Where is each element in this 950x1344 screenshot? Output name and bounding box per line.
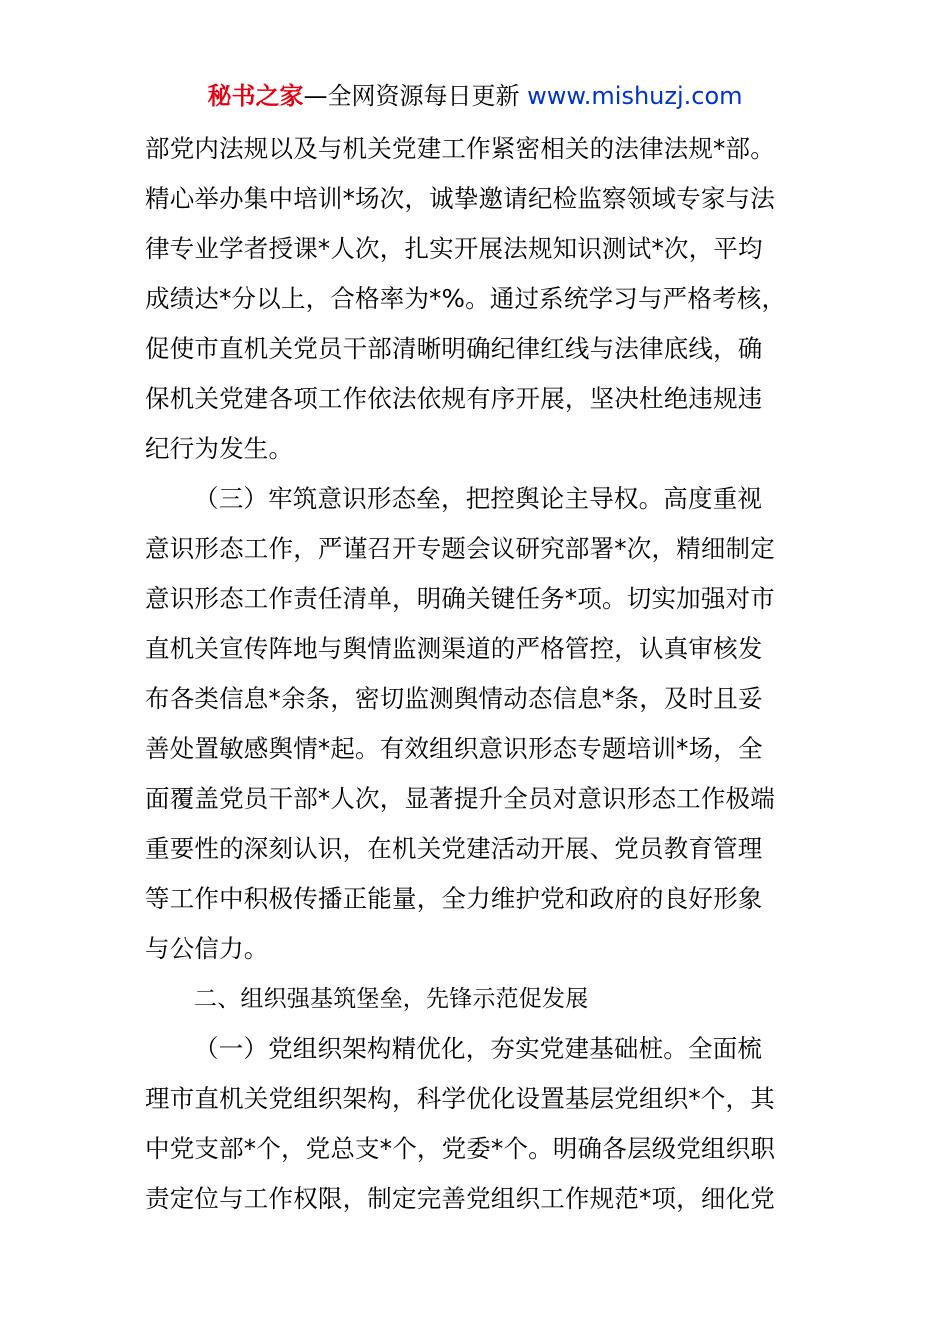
text-line: 与公信力。 xyxy=(145,934,269,963)
text-line: 意识形态工作责任清单，明确关键任务*项。切实加强对市 xyxy=(145,584,775,613)
paragraph-start-line: （三）牢筑意识形态垒，把控舆论主导权。高度重视 xyxy=(194,484,763,513)
text-line: 直机关宣传阵地与舆情监测渠道的严格管控，认真审核发 xyxy=(145,634,763,663)
text-line: 重要性的深刻认识，在机关党建活动开展、党员教育管理 xyxy=(145,834,763,863)
site-header xyxy=(0,80,950,112)
site-tagline: —全网资源每日更新 xyxy=(303,82,528,110)
text-line: 促使市直机关党员干部清晰明确纪律红线与法律底线，确 xyxy=(145,334,763,363)
text-line: 善处置敏感舆情*起。有效组织意识形态专题培训*场，全 xyxy=(145,734,763,763)
text-line: 面覆盖党员干部*人次，显著提升全员对意识形态工作极端 xyxy=(145,784,775,813)
text-line: 布各类信息*余条，密切监测舆情动态信息*条，及时且妥 xyxy=(145,684,763,713)
text-line: 律专业学者授课*人次，扎实开展法规知识测试*次，平均 xyxy=(145,234,763,263)
text-line: 部党内法规以及与机关党建工作紧密相关的法律法规*部。 xyxy=(145,134,775,163)
paragraph-start-line: （一）党组织架构精优化，夯实党建基础桩。全面梳 xyxy=(194,1034,763,1063)
text-line: 意识形态工作，严谨召开专题会议研究部署*次，精细制定 xyxy=(145,534,775,563)
text-line: 精心举办集中培训*场次，诚挚邀请纪检监察领域专家与法 xyxy=(145,184,775,213)
text-line: 纪行为发生。 xyxy=(145,434,294,463)
text-line: 等工作中积极传播正能量，全力维护党和政府的良好形象 xyxy=(145,884,763,913)
text-line: 成绩达*分以上，合格率为*%。通过系统学习与严格考核， xyxy=(145,284,787,313)
text-line: 责定位与工作权限，制定完善党组织工作规范*项，细化党 xyxy=(145,1184,775,1213)
document-body xyxy=(145,124,810,1224)
text-line: 中党支部*个，党总支*个，党委*个。明确各层级党组织职 xyxy=(145,1134,776,1163)
site-brand: 秘书之家 xyxy=(207,82,304,110)
text-line: 理市直机关党组织架构，科学优化设置基层党组织*个，其 xyxy=(145,1084,775,1113)
text-line: 保机关党建各项工作依法依规有序开展，坚决杜绝违规违 xyxy=(145,384,763,413)
section-heading: 二、组织强基筑堡垒，先锋示范促发展 xyxy=(194,986,589,1012)
site-url-link[interactable]: www.mishuzj.com xyxy=(527,82,743,110)
